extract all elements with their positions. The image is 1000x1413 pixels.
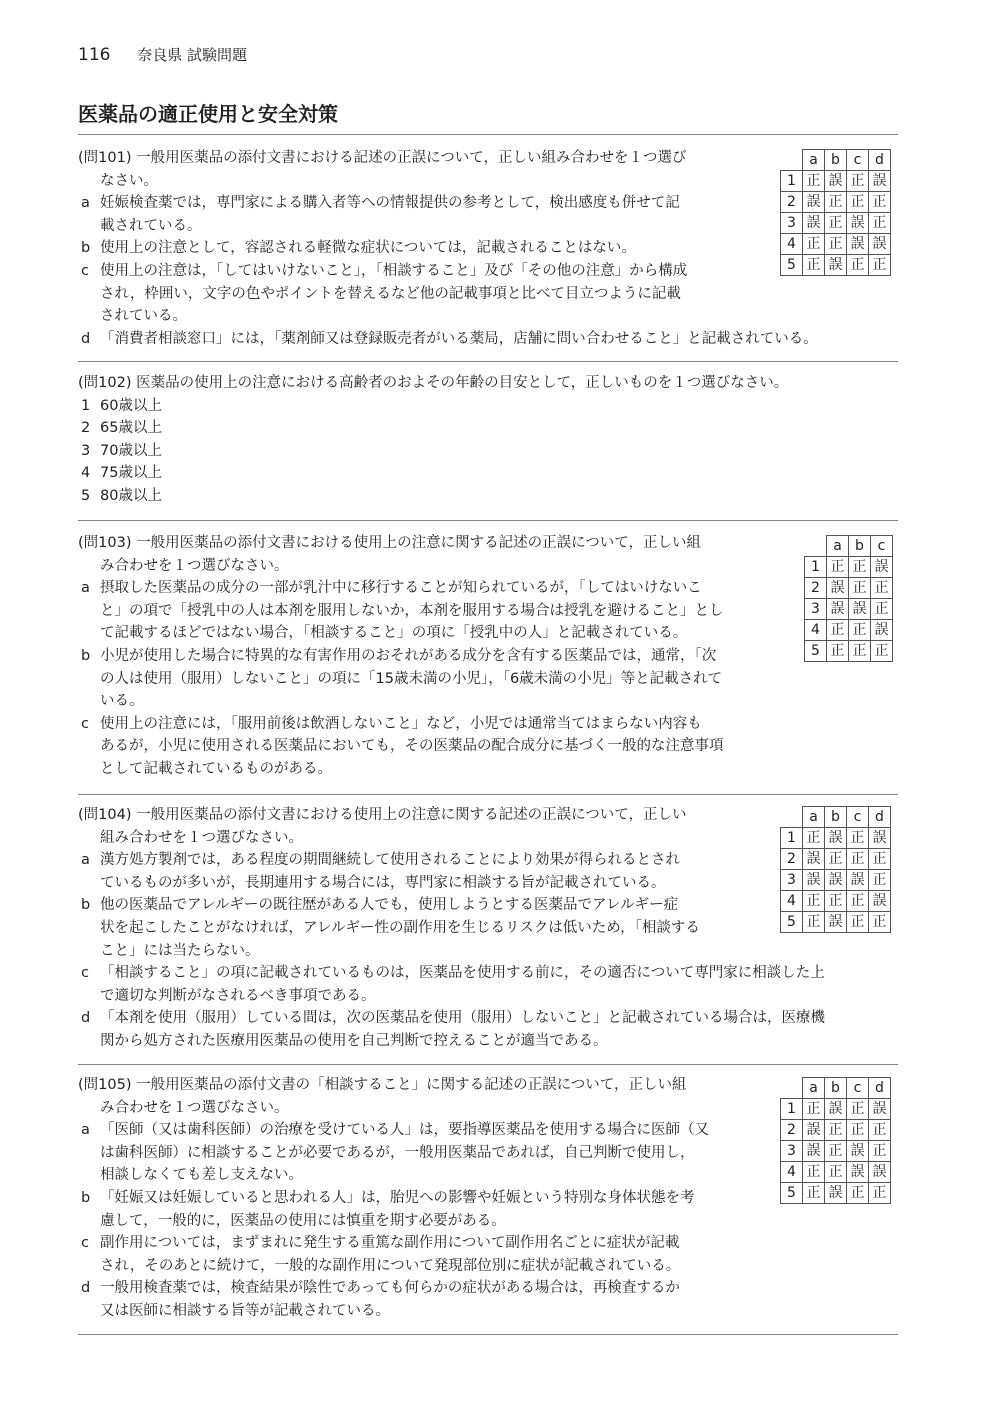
statement-text: て記載するほどではない場合，「相談すること」の項に「授乳中の人」と記載されている。 bbox=[100, 625, 688, 642]
statement-label bbox=[78, 215, 100, 238]
statement-label: a bbox=[81, 195, 90, 212]
judgement-cell: 正 bbox=[849, 620, 871, 641]
judgement-cell: 正 bbox=[847, 1120, 869, 1141]
column-header: a bbox=[803, 807, 825, 828]
table-corner bbox=[781, 1078, 803, 1099]
judgement-cell: 正 bbox=[847, 255, 869, 276]
choice-number: 2 bbox=[781, 1120, 803, 1141]
option-item bbox=[78, 395, 898, 418]
column-header: b bbox=[825, 150, 847, 171]
statement-text: 「本剤を使用（服用）している間は，次の医薬品を使用（服用）しないこと」と記載されている場合は，医療機 bbox=[100, 1010, 825, 1027]
statement-label: c bbox=[81, 1235, 89, 1252]
statement-text: こと」には当たらない。 bbox=[100, 942, 260, 959]
judgement-cell: 誤 bbox=[803, 1120, 825, 1141]
column-header: a bbox=[827, 536, 849, 557]
answer-row bbox=[781, 891, 891, 912]
judgement-cell: 誤 bbox=[825, 171, 847, 192]
statement-text: と」の項で「授乳中の人は本剤を服用しないか，本剤を服用する場合は授乳を避けること」とし bbox=[100, 602, 724, 619]
statement-label bbox=[78, 1255, 100, 1278]
statement-c-line bbox=[78, 735, 790, 758]
choice-number: 5 bbox=[781, 912, 803, 933]
judgement-cell: 正 bbox=[869, 870, 891, 891]
judgement-cell: 誤 bbox=[803, 849, 825, 870]
statement-text: 慮して，一般的に，医薬品の使用には慎重を期す必要がある。 bbox=[100, 1212, 506, 1229]
judgement-cell: 正 bbox=[825, 213, 847, 234]
judgement-cell: 正 bbox=[827, 641, 849, 662]
statement-label: b bbox=[81, 240, 91, 257]
statement-text: されている。 bbox=[100, 308, 187, 325]
answer-row bbox=[781, 1141, 891, 1162]
statement-label: c bbox=[81, 715, 89, 732]
judgement-cell: 誤 bbox=[825, 1099, 847, 1120]
statement-c-line bbox=[78, 283, 768, 306]
judgement-cell: 正 bbox=[803, 234, 825, 255]
question-stem-line: (問102) 医薬品の使用上の注意における高齢者のおよその年齢の目安として，正しいものを１つ選びなさい。 bbox=[78, 375, 789, 391]
statement-b-line bbox=[78, 668, 790, 691]
question-104 bbox=[78, 804, 898, 1053]
statement-a-line bbox=[78, 622, 790, 645]
statement-text: 相談しなくても差し支えない。 bbox=[100, 1167, 303, 1184]
statement-label: d bbox=[81, 330, 91, 347]
statement-d-line bbox=[78, 1007, 898, 1030]
answer-row bbox=[781, 255, 891, 276]
column-header: d bbox=[869, 1078, 891, 1099]
answer-row bbox=[805, 578, 893, 599]
statement-text: 他の医薬品でアレルギーの既往歴がある人でも，使用しようとする医薬品でアレルギー症 bbox=[100, 897, 679, 914]
judgement-cell: 誤 bbox=[869, 1099, 891, 1120]
page-number: 116 bbox=[78, 45, 111, 65]
judgement-cell: 正 bbox=[825, 192, 847, 213]
question-stem-line: (問104) 一般用医薬品の添付文書における使用上の注意に関する記述の正誤について，正しい bbox=[78, 807, 687, 823]
divider bbox=[78, 134, 898, 135]
judgement-cell: 正 bbox=[869, 912, 891, 933]
judgement-cell: 誤 bbox=[825, 1183, 847, 1204]
statement-c-line bbox=[78, 962, 898, 985]
statement-b-line bbox=[78, 1210, 768, 1233]
statement-text: 載されている。 bbox=[100, 217, 202, 234]
statement-label: b bbox=[81, 1189, 91, 1206]
answer-row bbox=[805, 557, 893, 578]
statement-text: 関から処方された医療用医薬品の使用を自己判断で控えることが適当である。 bbox=[100, 1032, 608, 1049]
divider bbox=[78, 1334, 898, 1335]
statement-label bbox=[78, 690, 100, 713]
column-header: c bbox=[871, 536, 893, 557]
option-text: 75歳以上 bbox=[100, 465, 162, 482]
judgement-cell: 正 bbox=[847, 1099, 869, 1120]
judgement-cell: 正 bbox=[827, 557, 849, 578]
option-number: 5 bbox=[81, 487, 91, 504]
judgement-cell: 正 bbox=[803, 171, 825, 192]
choice-number: 3 bbox=[781, 213, 803, 234]
choice-number: 2 bbox=[781, 192, 803, 213]
option-item bbox=[78, 440, 898, 463]
statement-label: d bbox=[81, 1010, 91, 1027]
answer-row bbox=[781, 234, 891, 255]
answer-row bbox=[781, 849, 891, 870]
question-stem-line: (問101) 一般用医薬品の添付文書における記述の正誤について，正しい組み合わせを１つ選び bbox=[78, 150, 687, 166]
question-stem-line: (問105) 一般用医薬品の添付文書の「相談すること」に関する記述の正誤について，正しい組 bbox=[78, 1077, 687, 1093]
statement-b-line bbox=[78, 940, 898, 963]
statement-text: 小児が使用した場合に特異的な有害作用のおそれがある成分を含有する医薬品では，通常，「次 bbox=[100, 647, 717, 664]
statement-label: c bbox=[81, 262, 89, 279]
table-corner bbox=[781, 807, 803, 828]
judgement-cell: 正 bbox=[825, 891, 847, 912]
statement-b-line bbox=[78, 237, 768, 260]
judgement-cell: 誤 bbox=[803, 213, 825, 234]
statement-label bbox=[78, 283, 100, 306]
answer-row bbox=[781, 912, 891, 933]
statement-text: 使用上の注意には，「服用前後は飲酒しないこと」など，小児では通常当てはまらない内容も bbox=[100, 715, 702, 732]
statement-text: 一般用検査薬では，検査結果が陰性であっても何らかの症状がある場合は，再検査するか bbox=[100, 1280, 680, 1297]
answer-row bbox=[781, 1099, 891, 1120]
judgement-cell: 正 bbox=[871, 641, 893, 662]
option-number: 2 bbox=[81, 420, 91, 437]
question-stem-line: み合わせを１つ選びなさい。 bbox=[100, 1099, 289, 1116]
statement-a-line bbox=[78, 1119, 768, 1142]
statement-d-line bbox=[78, 1277, 768, 1300]
choice-number: 3 bbox=[781, 870, 803, 891]
answer-table-103 bbox=[804, 535, 893, 662]
statement-text: 又は医師に相談する旨等が記載されている。 bbox=[100, 1302, 390, 1319]
statement-b-line bbox=[78, 690, 790, 713]
judgement-cell: 誤 bbox=[847, 1141, 869, 1162]
judgement-cell: 正 bbox=[869, 1183, 891, 1204]
statement-label bbox=[78, 872, 100, 895]
statement-a-line bbox=[78, 872, 898, 895]
answer-row bbox=[805, 641, 893, 662]
judgement-cell: 正 bbox=[869, 255, 891, 276]
judgement-cell: 誤 bbox=[827, 599, 849, 620]
statement-text: 副作用については，まずまれに発生する重篤な副作用について副作用名ごとに症状が記載 bbox=[100, 1235, 680, 1252]
judgement-cell: 誤 bbox=[869, 891, 891, 912]
statement-label: a bbox=[81, 1122, 90, 1139]
choice-number: 1 bbox=[781, 828, 803, 849]
judgement-cell: 正 bbox=[871, 578, 893, 599]
statement-b-line bbox=[78, 917, 898, 940]
statement-label: a bbox=[81, 852, 90, 869]
statement-label bbox=[78, 1142, 100, 1165]
statement-text: 「妊娠又は妊娠していると思われる人」は，胎児への影響や妊娠という特別な身体状態を考 bbox=[100, 1189, 695, 1206]
choice-number: 5 bbox=[781, 1183, 803, 1204]
judgement-cell: 正 bbox=[825, 234, 847, 255]
judgement-cell: 正 bbox=[869, 1120, 891, 1141]
statement-c-line bbox=[78, 1232, 768, 1255]
choice-number: 5 bbox=[781, 255, 803, 276]
judgement-cell: 正 bbox=[803, 912, 825, 933]
choice-number: 2 bbox=[805, 578, 827, 599]
question-stem-line: 組み合わせを１つ選びなさい。 bbox=[100, 829, 303, 846]
answer-row bbox=[781, 1162, 891, 1183]
statement-b-line bbox=[78, 1187, 768, 1210]
judgement-cell: 誤 bbox=[827, 578, 849, 599]
question-stem-line: なさい。 bbox=[100, 172, 158, 189]
statement-a-line bbox=[78, 1142, 768, 1165]
running-title: 奈良県 試験問題 bbox=[137, 46, 248, 64]
judgement-cell: 正 bbox=[847, 192, 869, 213]
answer-table-105 bbox=[780, 1077, 891, 1204]
statement-a-line bbox=[78, 600, 790, 623]
statement-c-line bbox=[78, 260, 768, 283]
question-stem-line: み合わせを１つ選びなさい。 bbox=[100, 557, 289, 574]
statement-text: 妊娠検査薬では，専門家による購入者等への情報提供の参考として，検出感度も併せて記 bbox=[100, 195, 680, 212]
statement-label bbox=[78, 600, 100, 623]
answer-row bbox=[781, 828, 891, 849]
statement-label bbox=[78, 1300, 100, 1323]
divider bbox=[78, 520, 898, 521]
judgement-cell: 誤 bbox=[847, 213, 869, 234]
divider bbox=[78, 361, 898, 362]
statement-c-line bbox=[78, 985, 898, 1008]
statement-text: の人は使用（服用）しないこと」の項に「15歳未満の小児」，「6歳未満の小児」等と記載されて bbox=[100, 670, 723, 687]
statement-label bbox=[78, 1164, 100, 1187]
judgement-cell: 誤 bbox=[825, 828, 847, 849]
statement-c-line bbox=[78, 305, 768, 328]
statement-a-line bbox=[78, 215, 768, 238]
question-105 bbox=[78, 1074, 768, 1323]
judgement-cell: 正 bbox=[849, 557, 871, 578]
statement-label bbox=[78, 735, 100, 758]
answer-row bbox=[805, 599, 893, 620]
answer-row bbox=[781, 192, 891, 213]
statement-label bbox=[78, 305, 100, 328]
judgement-cell: 誤 bbox=[849, 599, 871, 620]
choice-number: 4 bbox=[805, 620, 827, 641]
statement-text: され，枠囲い，文字の色やポイントを替えるなど他の記載事項と比べて目立つように記載 bbox=[100, 285, 681, 302]
option-number: 3 bbox=[81, 442, 91, 459]
statement-text: 使用上の注意は，「してはいけないこと」，「相談すること」及び「その他の注意」から構成 bbox=[100, 262, 688, 279]
column-header: d bbox=[869, 807, 891, 828]
choice-number: 3 bbox=[781, 1141, 803, 1162]
judgement-cell: 誤 bbox=[803, 1141, 825, 1162]
statement-text: 状を起こしたことがなければ，アレルギー性の副作用を生じるリスクは低いため，「相談する bbox=[100, 919, 700, 936]
column-header: b bbox=[825, 807, 847, 828]
statement-label: d bbox=[81, 1280, 91, 1297]
statement-b-line bbox=[78, 645, 790, 668]
page-header bbox=[78, 44, 247, 65]
judgement-cell: 正 bbox=[869, 192, 891, 213]
statement-text: 「消費者相談窓口」には，「薬剤師又は登録販売者がいる薬局，店舗に問い合わせること」と記載されている。 bbox=[100, 330, 818, 347]
judgement-cell: 誤 bbox=[825, 255, 847, 276]
statement-text: は歯科医師）に相談することが必要であるが，一般用医薬品であれば，自己判断で使用し， bbox=[100, 1144, 695, 1161]
judgement-cell: 正 bbox=[847, 912, 869, 933]
statement-label bbox=[78, 1210, 100, 1233]
column-header: c bbox=[847, 1078, 869, 1099]
option-item bbox=[78, 485, 898, 508]
answer-row bbox=[781, 870, 891, 891]
choice-number: 1 bbox=[781, 1099, 803, 1120]
table-corner bbox=[805, 536, 827, 557]
judgement-cell: 誤 bbox=[825, 870, 847, 891]
answer-table-104 bbox=[780, 806, 891, 933]
answer-table-101 bbox=[780, 149, 891, 276]
judgement-cell: 正 bbox=[803, 1162, 825, 1183]
judgement-cell: 正 bbox=[869, 1141, 891, 1162]
answer-row bbox=[781, 171, 891, 192]
column-header: c bbox=[847, 807, 869, 828]
statement-label bbox=[78, 622, 100, 645]
statement-label bbox=[78, 668, 100, 691]
choice-number: 4 bbox=[781, 234, 803, 255]
judgement-cell: 誤 bbox=[847, 234, 869, 255]
judgement-cell: 正 bbox=[803, 891, 825, 912]
judgement-cell: 正 bbox=[803, 828, 825, 849]
judgement-cell: 誤 bbox=[847, 870, 869, 891]
choice-number: 4 bbox=[781, 1162, 803, 1183]
column-header: a bbox=[803, 150, 825, 171]
judgement-cell: 正 bbox=[869, 213, 891, 234]
judgement-cell: 誤 bbox=[869, 234, 891, 255]
statement-label: a bbox=[81, 580, 90, 597]
judgement-cell: 正 bbox=[825, 849, 847, 870]
question-103 bbox=[78, 532, 790, 781]
statement-text: 漢方処方製剤では，ある程度の期間継続して使用されることにより効果が得られるとされ bbox=[100, 852, 680, 869]
statement-b-line bbox=[78, 894, 898, 917]
statement-label bbox=[78, 758, 100, 781]
column-header: b bbox=[849, 536, 871, 557]
question-stem-line: (問103) 一般用医薬品の添付文書における使用上の注意に関する記述の正誤について，正しい組 bbox=[78, 535, 702, 551]
statement-text: として記載されているものがある。 bbox=[100, 760, 332, 777]
statement-label bbox=[78, 940, 100, 963]
statement-c-line bbox=[78, 1255, 768, 1278]
judgement-cell: 誤 bbox=[847, 1162, 869, 1183]
option-text: 65歳以上 bbox=[100, 420, 162, 437]
answer-row bbox=[781, 1120, 891, 1141]
judgement-cell: 正 bbox=[827, 620, 849, 641]
judgement-cell: 誤 bbox=[825, 912, 847, 933]
statement-d-line bbox=[78, 328, 818, 351]
option-text: 80歳以上 bbox=[100, 487, 162, 504]
statement-text: 「相談すること」の項に記載されているものは，医薬品を使用する前に，その適否について専門家に相談した上 bbox=[100, 965, 825, 982]
divider bbox=[78, 794, 898, 795]
judgement-cell: 誤 bbox=[869, 828, 891, 849]
judgement-cell: 正 bbox=[803, 1099, 825, 1120]
judgement-cell: 正 bbox=[847, 828, 869, 849]
judgement-cell: 正 bbox=[825, 1120, 847, 1141]
judgement-cell: 正 bbox=[847, 891, 869, 912]
column-header: b bbox=[825, 1078, 847, 1099]
statement-label bbox=[78, 985, 100, 1008]
choice-number: 1 bbox=[805, 557, 827, 578]
section-title: 医薬品の適正使用と安全対策 bbox=[78, 102, 338, 126]
judgement-cell: 正 bbox=[869, 849, 891, 870]
statement-text: 使用上の注意として，容認される軽微な症状については，記載されることはない。 bbox=[100, 240, 636, 257]
judgement-cell: 誤 bbox=[869, 171, 891, 192]
judgement-cell: 正 bbox=[871, 599, 893, 620]
judgement-cell: 正 bbox=[825, 1162, 847, 1183]
judgement-cell: 誤 bbox=[803, 870, 825, 891]
judgement-cell: 正 bbox=[849, 578, 871, 599]
choice-number: 5 bbox=[805, 641, 827, 662]
statement-label bbox=[78, 917, 100, 940]
statement-text: され，そのあとに続けて，一般的な副作用について発現部位別に症状が記載されている。 bbox=[100, 1257, 681, 1274]
judgement-cell: 誤 bbox=[871, 557, 893, 578]
column-header: d bbox=[869, 150, 891, 171]
statement-label: b bbox=[81, 647, 91, 664]
statement-text: あるが，小児に使用される医薬品においても，その医薬品の配合成分に基づく一般的な注意事項 bbox=[100, 738, 724, 755]
divider bbox=[78, 1064, 898, 1065]
statement-label bbox=[78, 1030, 100, 1053]
statement-text: ているものが多いが，長期連用する場合には，専門家に相談する旨が記載されている。 bbox=[100, 874, 666, 891]
statement-text: いる。 bbox=[100, 693, 144, 710]
statement-a-line bbox=[78, 849, 898, 872]
judgement-cell: 誤 bbox=[803, 192, 825, 213]
option-number: 4 bbox=[81, 465, 91, 482]
answer-row bbox=[781, 213, 891, 234]
judgement-cell: 正 bbox=[849, 641, 871, 662]
answer-row bbox=[781, 1183, 891, 1204]
column-header: a bbox=[803, 1078, 825, 1099]
judgement-cell: 誤 bbox=[869, 1162, 891, 1183]
question-101 bbox=[78, 147, 818, 350]
choice-number: 4 bbox=[781, 891, 803, 912]
judgement-cell: 正 bbox=[847, 849, 869, 870]
option-number: 1 bbox=[81, 397, 91, 414]
statement-d-line bbox=[78, 1300, 768, 1323]
choice-number: 2 bbox=[781, 849, 803, 870]
statement-a-line bbox=[78, 577, 790, 600]
statement-a-line bbox=[78, 192, 768, 215]
table-corner bbox=[781, 150, 803, 171]
statement-c-line bbox=[78, 713, 790, 736]
option-text: 70歳以上 bbox=[100, 442, 162, 459]
judgement-cell: 正 bbox=[847, 1183, 869, 1204]
question-102 bbox=[78, 372, 898, 508]
judgement-cell: 正 bbox=[803, 1183, 825, 1204]
answer-row bbox=[805, 620, 893, 641]
option-item bbox=[78, 462, 898, 485]
statement-text: で適切な判断がなされるべき事項である。 bbox=[100, 987, 376, 1004]
statement-a-line bbox=[78, 1164, 768, 1187]
option-item bbox=[78, 417, 898, 440]
judgement-cell: 誤 bbox=[871, 620, 893, 641]
judgement-cell: 正 bbox=[847, 171, 869, 192]
statement-label: c bbox=[81, 965, 89, 982]
statement-d-line bbox=[78, 1030, 898, 1053]
statement-c-line bbox=[78, 758, 790, 781]
choice-number: 1 bbox=[781, 171, 803, 192]
judgement-cell: 正 bbox=[825, 1141, 847, 1162]
judgement-cell: 正 bbox=[803, 255, 825, 276]
choice-number: 3 bbox=[805, 599, 827, 620]
statement-text: 摂取した医薬品の成分の一部が乳汁中に移行することが知られているが，「してはいけないこ bbox=[100, 580, 702, 597]
statement-text: 「医師（又は歯科医師）の治療を受けている人」は，要指導医薬品を使用する場合に医師（又 bbox=[100, 1122, 709, 1139]
statement-label: b bbox=[81, 897, 91, 914]
column-header: c bbox=[847, 150, 869, 171]
option-text: 60歳以上 bbox=[100, 397, 162, 414]
